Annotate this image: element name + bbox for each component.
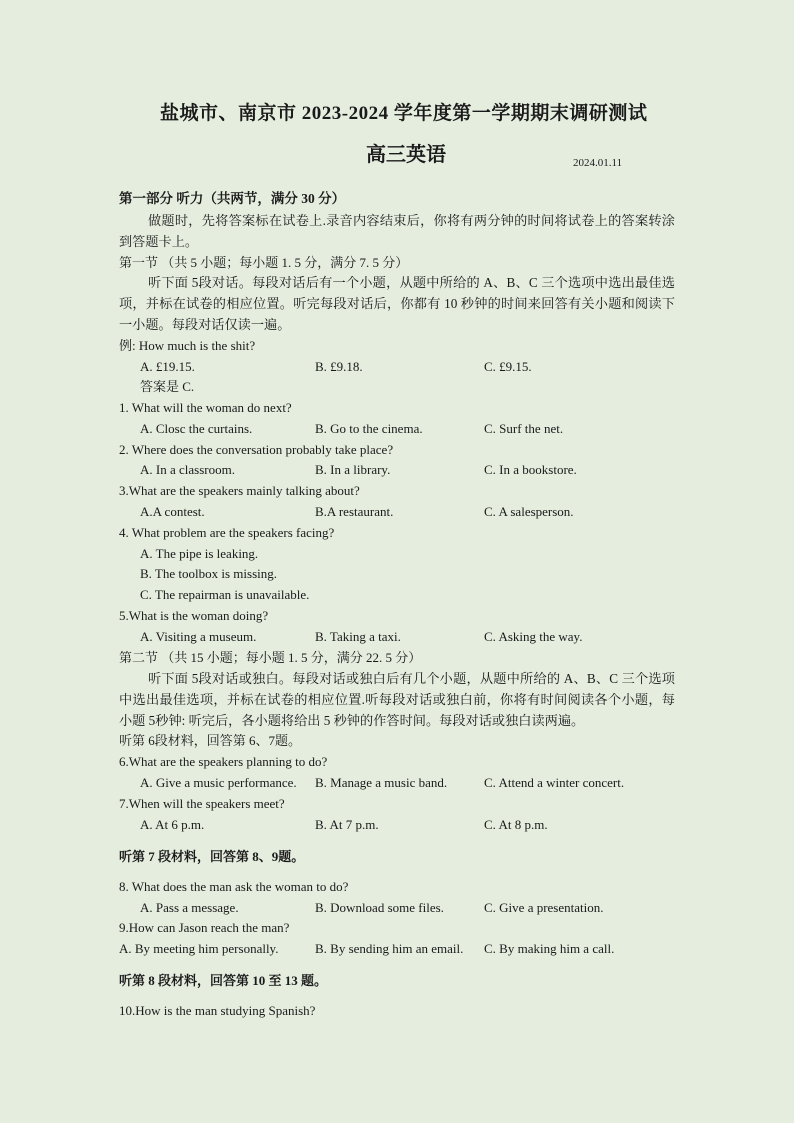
q7-option-c: C. At 8 p.m. xyxy=(484,817,548,832)
q4-option-a: A. The pipe is leaking. xyxy=(140,546,259,561)
q2-option-b: B. In a library. xyxy=(315,462,391,477)
q3-option-c: C. A salesperson. xyxy=(484,504,574,519)
q4-option-b: B. The toolbox is missing. xyxy=(140,566,277,581)
example-question: 例: How much is the shit? xyxy=(119,338,256,353)
section2-heading: 第二节 （共 15 小题；每小题 1. 5 分，满分 22. 5 分） xyxy=(119,650,422,665)
question-9: 9.How can Jason reach the man? xyxy=(119,920,290,935)
example-option-b: B. £9.18. xyxy=(315,359,363,374)
question-6: 6.What are the speakers planning to do? xyxy=(119,754,328,769)
q6-option-c: C. Attend a winter concert. xyxy=(484,775,625,790)
exam-subtitle: 高三英语 xyxy=(366,144,446,166)
q6-option-a: A. Give a music performance. xyxy=(140,775,297,790)
material-7: 听第 7 段材料，回答第 8、9题。 xyxy=(119,849,305,864)
part1-heading: 第一部分 听力（共两节，满分 30 分） xyxy=(119,191,346,206)
q7-option-a: A. At 6 p.m. xyxy=(140,817,205,832)
question-5: 5.What is the woman doing? xyxy=(119,608,269,623)
q6-option-b: B. Manage a music band. xyxy=(315,775,448,790)
question-7: 7.When will the speakers meet? xyxy=(119,796,285,811)
part1-instructions: 做题时，先将答案标在试卷上.录音内容结束后，你将有两分钟的时间将试卷上的答案转涂到答题卡上。 xyxy=(119,213,675,249)
section2-instructions: 听下面 5段对话或独白。每段对话或独白后有几个小题，从题中所给的 A、B、C 三个选项中选出最佳选项，并标在试卷的相应位置.听每段对话或独白前，你将有时间阅读各个小题，每小题 5秒钟: 听完后，各小题将给出 5 秒钟的作答时间。每段对话或独白读两遍。 xyxy=(119,671,675,728)
section1-heading: 第一节 （共 5 小题；每小题 1. 5 分，满分 7. 5 分） xyxy=(119,255,409,270)
q1-option-b: B. Go to the cinema. xyxy=(315,421,423,436)
question-1: 1. What will the woman do next? xyxy=(119,400,292,415)
example-option-c: C. £9.15. xyxy=(484,359,532,374)
q5-option-b: B. Taking a taxi. xyxy=(315,629,401,644)
question-2: 2. Where does the conversation probably take place? xyxy=(119,442,394,457)
q8-option-c: C. Give a presentation. xyxy=(484,900,604,915)
q9-option-c: C. By making him a call. xyxy=(484,941,615,956)
material-8: 听第 8 段材料，回答第 10 至 13 题。 xyxy=(119,973,328,988)
material-6: 听第 6段材料，回答第 6、7题。 xyxy=(119,733,302,748)
q2-option-c: C. In a bookstore. xyxy=(484,462,577,477)
question-8: 8. What does the man ask the woman to do? xyxy=(119,879,349,894)
section1-instructions: 听下面 5段对话。每段对话后有一个小题，从题中所给的 A、B、C 三个选项中选出最佳选项，并标在试卷的相应位置。听完每段对话后，你都有 10 秒钟的时间来回答有关小题和阅读下一小题。每段对话仅读一遍。 xyxy=(119,275,675,332)
exam-date: 2024.01.11 xyxy=(573,157,623,169)
q1-option-c: C. Surf the net. xyxy=(484,421,564,436)
question-10: 10.How is the man studying Spanish? xyxy=(119,1003,316,1018)
q3-option-a: A.A contest. xyxy=(140,504,205,519)
question-4: 4. What problem are the speakers facing? xyxy=(119,525,335,540)
q9-option-a: A. By meeting him personally. xyxy=(119,941,279,956)
q8-option-a: A. Pass a message. xyxy=(140,900,239,915)
q5-option-c: C. Asking the way. xyxy=(484,629,583,644)
q8-option-b: B. Download some files. xyxy=(315,900,444,915)
q5-option-a: A. Visiting a museum. xyxy=(140,629,257,644)
exam-title: 盐城市、南京市 2023-2024 学年度第一学期期末调研测试 xyxy=(160,103,648,124)
q1-option-a: A. Closc the curtains. xyxy=(140,421,253,436)
question-3: 3.What are the speakers mainly talking about? xyxy=(119,483,360,498)
q3-option-b: B.A restaurant. xyxy=(315,504,394,519)
q4-option-c: C. The repairman is unavailable. xyxy=(140,587,310,602)
q9-option-b: B. By sending him an email. xyxy=(315,941,464,956)
example-answer: 答案是 C. xyxy=(140,379,195,394)
q2-option-a: A. In a classroom. xyxy=(140,462,235,477)
q7-option-b: B. At 7 p.m. xyxy=(315,817,379,832)
example-option-a: A. £19.15. xyxy=(140,359,195,374)
